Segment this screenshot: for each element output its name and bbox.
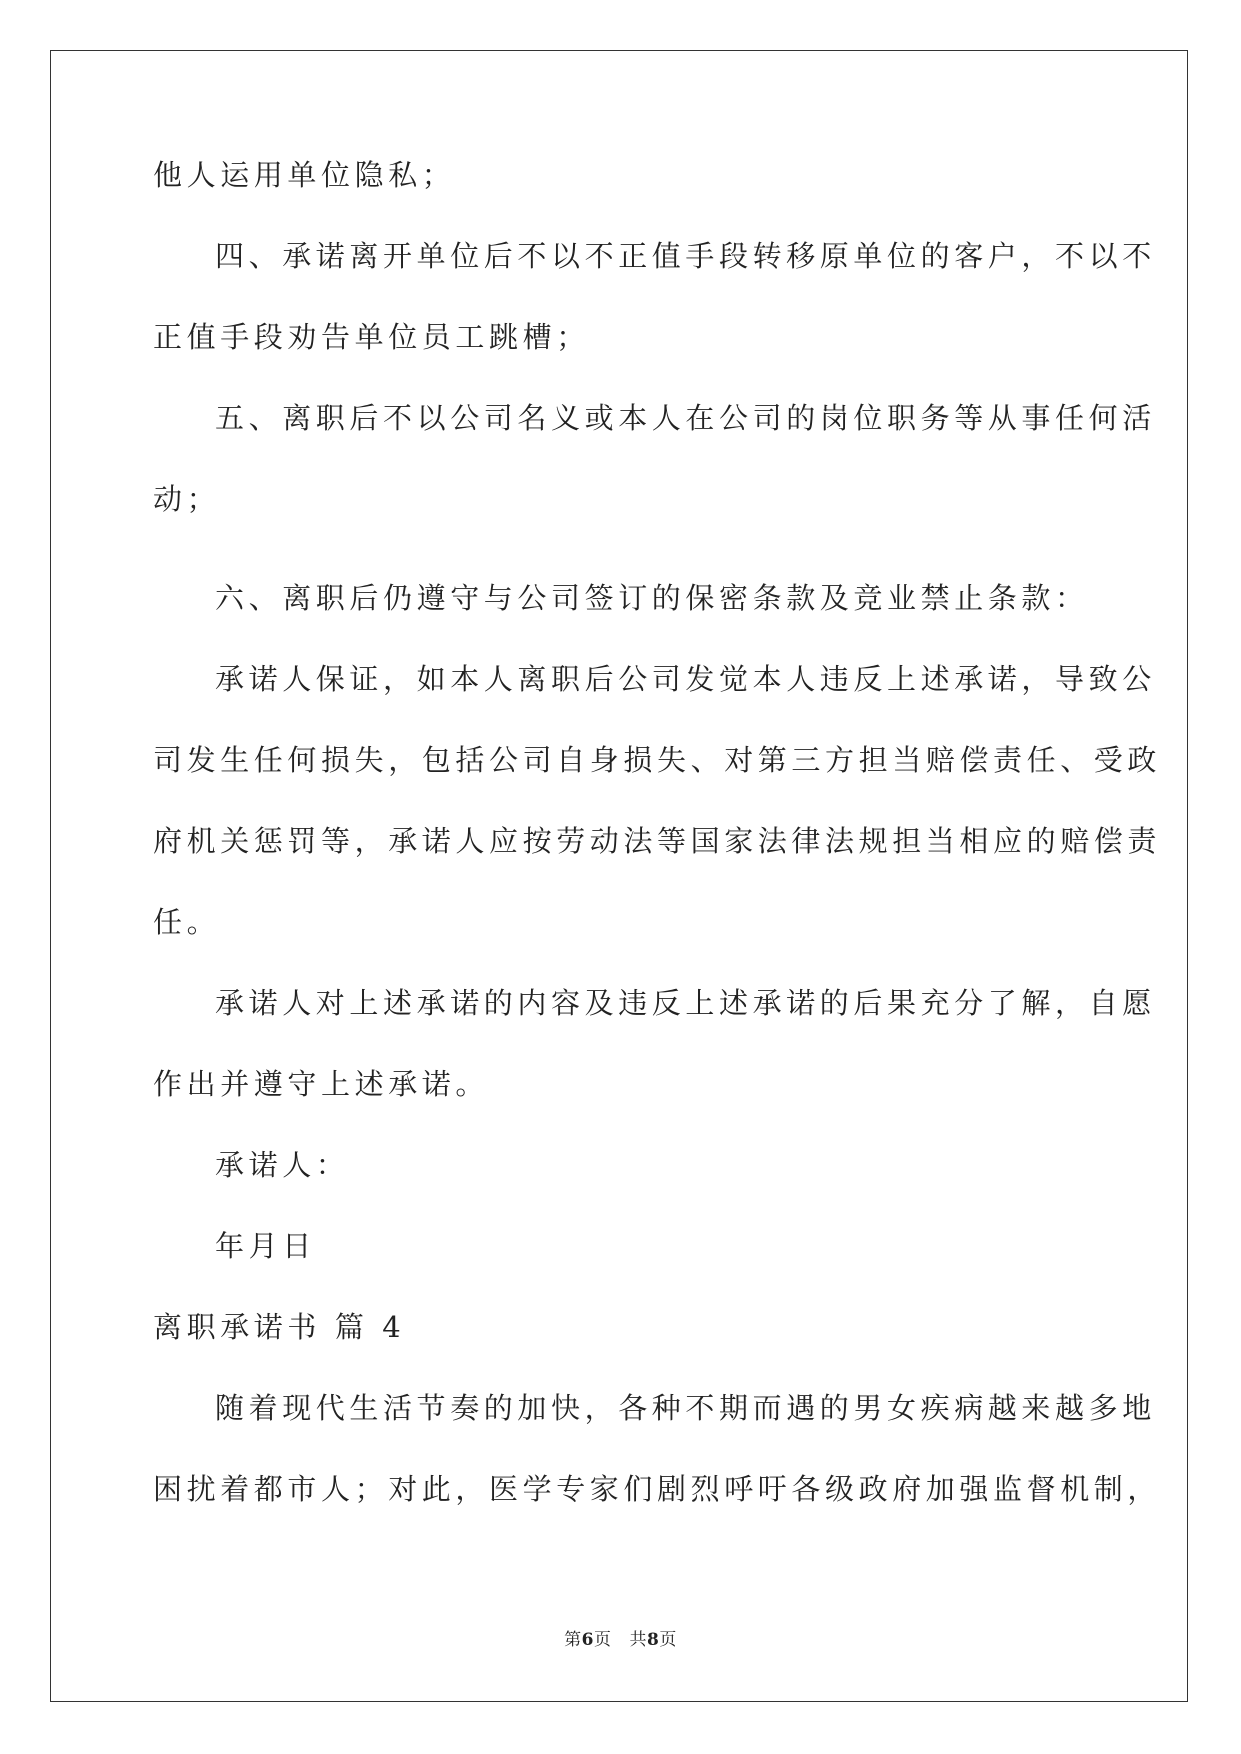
- footer-total-number: 8: [647, 1630, 660, 1650]
- text-line: 作出并遵守上述承诺。: [153, 1067, 490, 1101]
- footer-page-number: 6: [581, 1630, 594, 1650]
- footer-page-suffix: 页: [594, 1630, 612, 1650]
- footer-page-prefix: 第: [564, 1630, 582, 1650]
- section-heading: 离职承诺书 篇 4: [153, 1310, 406, 1344]
- date-label: 年月日: [215, 1229, 316, 1263]
- footer-total-suffix: 页: [659, 1630, 677, 1650]
- text-line: 六、离职后仍遵守与公司签订的保密条款及竞业禁止条款：: [215, 581, 1089, 615]
- text-line: 随着现代生活节奏的加快，各种不期而遇的男女疾病越来越多地: [215, 1391, 1156, 1425]
- page-border: [50, 50, 1188, 1702]
- text-line: 府机关惩罚等，承诺人应按劳动法等国家法律法规担当相应的赔偿责: [153, 824, 1162, 858]
- text-line: 承诺人对上述承诺的内容及违反上述承诺的后果充分了解，自愿: [215, 986, 1156, 1020]
- text-line: 困扰着都市人；对此，医学专家们剧烈呼吁各级政府加强监督机制，: [153, 1472, 1162, 1506]
- page-footer: [0, 1625, 1241, 1650]
- footer-total-prefix: 共: [629, 1630, 647, 1650]
- text-line: 四、承诺离开单位后不以不正值手段转移原单位的客户，不以不: [215, 239, 1156, 273]
- text-line: 任。: [153, 905, 221, 939]
- text-line: 动；: [153, 482, 221, 516]
- text-line: 五、离职后不以公司名义或本人在公司的岗位职务等从事任何活: [215, 401, 1156, 435]
- text-line: 司发生任何损失，包括公司自身损失、对第三方担当赔偿责任、受政: [153, 743, 1162, 777]
- text-line: 正值手段劝告单位员工跳槽；: [153, 320, 590, 354]
- signature-label: 承诺人：: [215, 1148, 350, 1182]
- text-line: 他人运用单位隐私；: [153, 158, 456, 192]
- text-line: 承诺人保证，如本人离职后公司发觉本人违反上述承诺，导致公: [215, 662, 1156, 696]
